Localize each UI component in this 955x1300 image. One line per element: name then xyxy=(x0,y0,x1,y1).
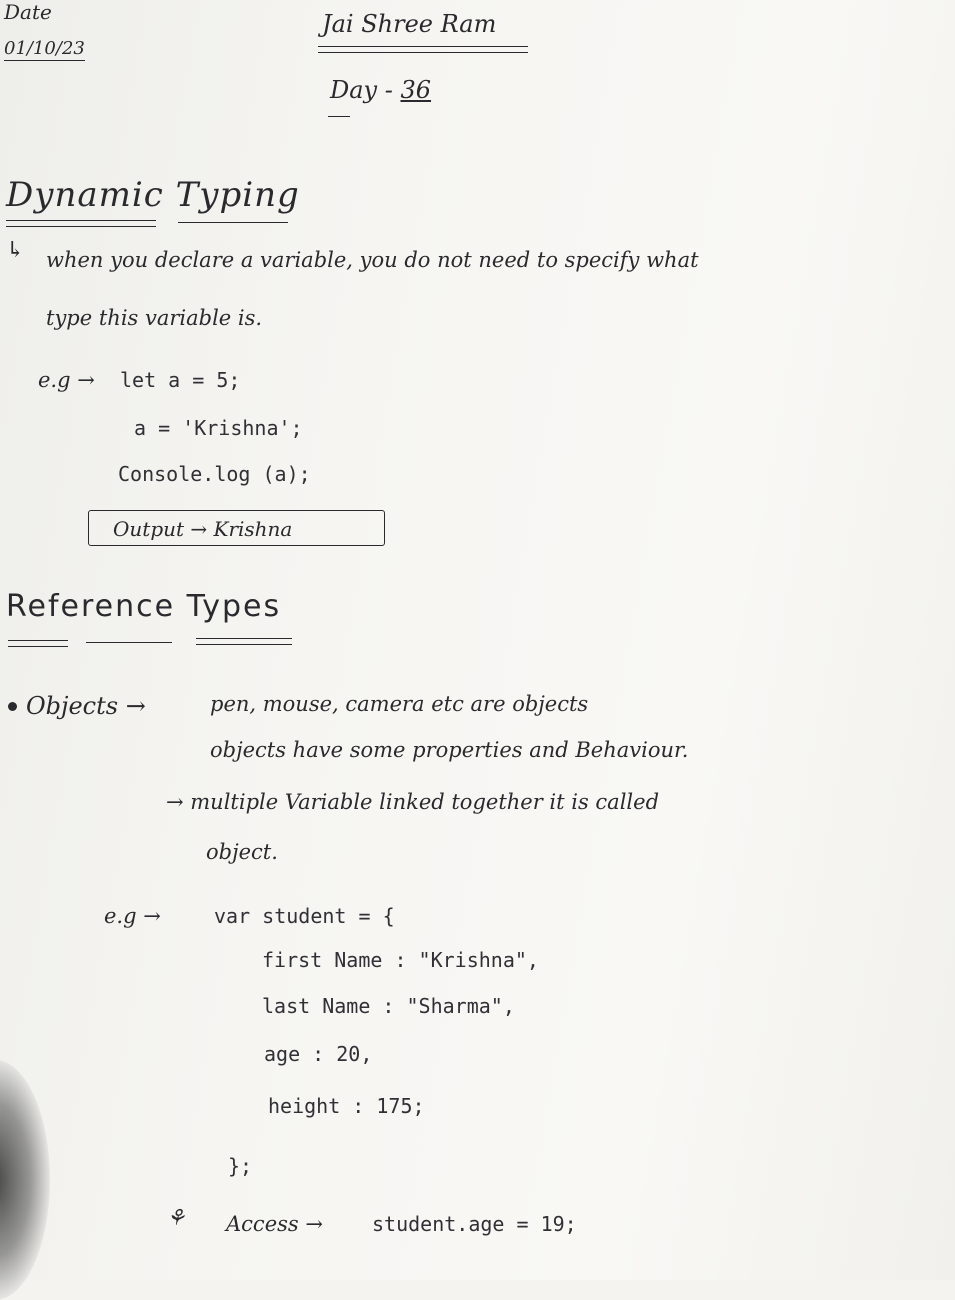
heading-underline xyxy=(8,646,68,647)
code-line: first Name : "Krishna", xyxy=(262,948,539,972)
output-box xyxy=(88,510,385,546)
code-line: let a = 5; xyxy=(120,368,241,392)
objects-label: Objects → xyxy=(26,692,146,720)
title-underline-2 xyxy=(318,52,528,53)
heading-underline xyxy=(86,642,172,643)
objects-line-3: → multiple Variable linked together it is called xyxy=(166,790,660,814)
code-line: var student = { xyxy=(214,904,395,928)
heading-reference-types: Reference Types xyxy=(6,589,282,624)
title-underline xyxy=(318,46,528,47)
code-line: Console.log (a); xyxy=(118,462,311,486)
heading-underline xyxy=(8,640,68,641)
bullet-icon xyxy=(8,702,17,711)
flower-icon: ⚘ xyxy=(166,1206,186,1231)
date-value: 01/10/23 xyxy=(4,38,85,59)
arrow-icon: ↳ xyxy=(6,238,25,263)
code-line: height : 175; xyxy=(268,1094,425,1118)
heading-underline xyxy=(6,220,156,221)
heading-underline xyxy=(196,638,292,639)
objects-line-2: objects have some properties and Behaviour. xyxy=(210,738,689,762)
access-code: student.age = 19; xyxy=(372,1212,577,1236)
date-label: Date xyxy=(4,0,52,24)
day-label: Day - xyxy=(330,76,401,104)
example-label: e.g → xyxy=(38,368,95,392)
code-line: a = 'Krishna'; xyxy=(134,416,303,440)
dynamic-typing-line-2: type this variable is. xyxy=(46,306,263,330)
code-line: last Name : "Sharma", xyxy=(262,994,515,1018)
heading-underline xyxy=(178,222,288,223)
heading-underline xyxy=(6,226,156,227)
objects-line-4: object. xyxy=(206,840,278,864)
page-title: Jai Shree Ram xyxy=(322,10,497,38)
objects-line-1: pen, mouse, camera etc are objects xyxy=(210,692,589,716)
access-label: Access → xyxy=(226,1212,323,1236)
heading-dynamic-typing: Dynamic Typing xyxy=(6,175,300,215)
day-indicator xyxy=(330,78,431,102)
heading-underline xyxy=(196,644,292,645)
code-line: age : 20, xyxy=(264,1042,373,1066)
day-number: 36 xyxy=(400,76,432,104)
example-label: e.g → xyxy=(104,904,161,928)
dynamic-typing-line-1: when you declare a variable, you do not need to specify what xyxy=(46,248,699,272)
output-text: Output → Krishna xyxy=(113,517,293,541)
day-underline xyxy=(328,116,350,117)
code-line: }; xyxy=(228,1154,253,1178)
